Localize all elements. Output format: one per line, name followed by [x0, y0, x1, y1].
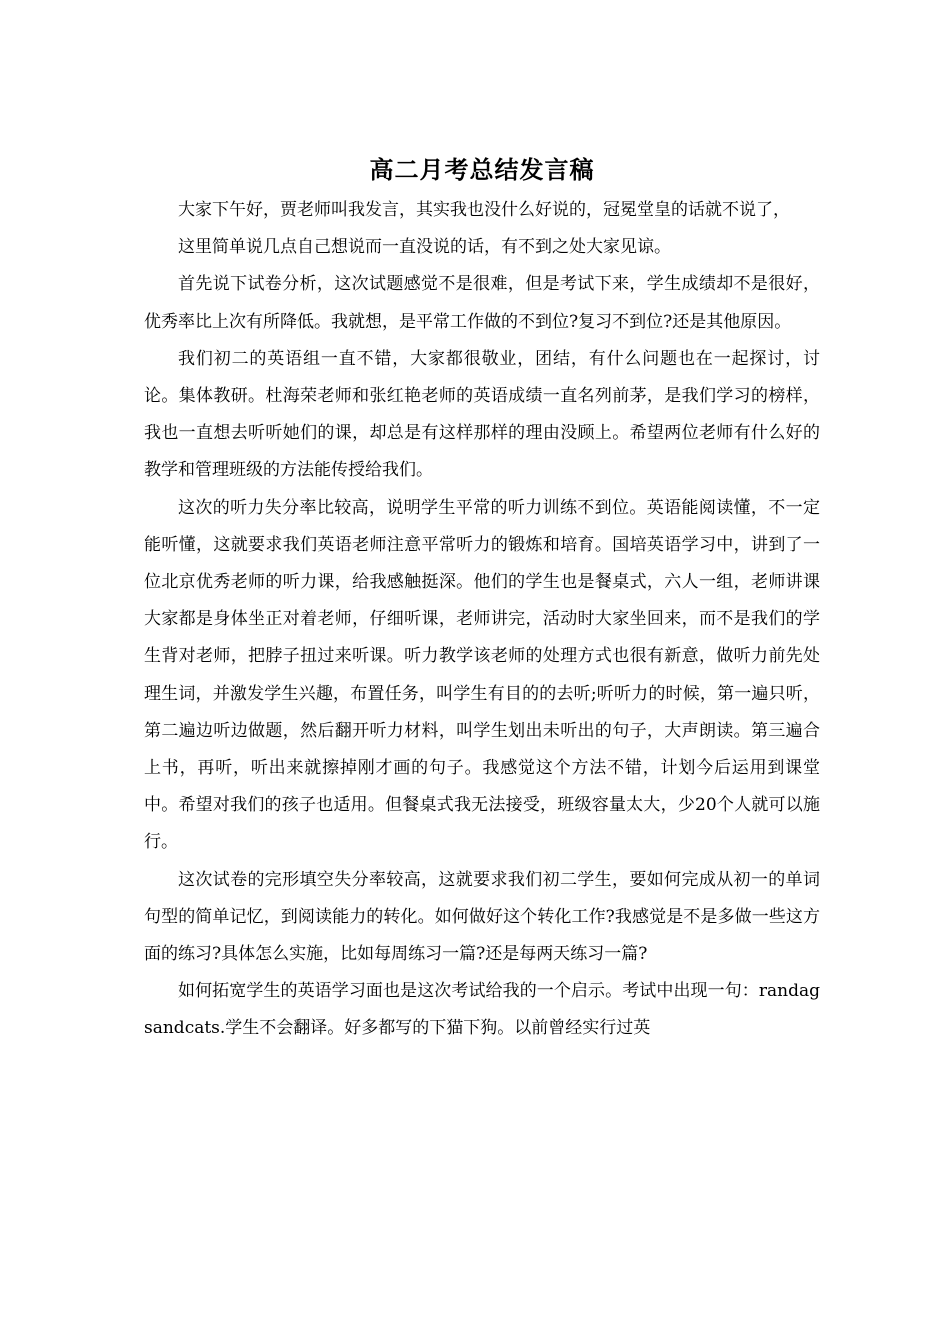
paragraph-cloze: 这次试卷的完形填空失分率较高，这就要求我们初二学生，要如何完成从初一的单词句型的简单记忆，到阅读能力的转化。如何做好这个转化工作?我感觉是不是多做一些这方面的练习?具体怎么实施，比如每周练习一篇?还是每两天练习一篇?	[144, 869, 820, 965]
paragraph-greeting: 大家下午好，贾老师叫我发言，其实我也没什么好说的，冠冕堂皇的话就不说了，	[178, 200, 790, 220]
paragraph-broaden-learning: 如何拓宽学生的英语学习面也是这次考试给我的一个启示。考试中出现一句：randagsandcats.学生不会翻译。好多都写的下猫下狗。以前曾经实行过英	[144, 981, 820, 1039]
paragraph-exam-analysis: 首先说下试卷分析，这次试题感觉不是很难，但是考试下来，学生成绩却不是很好，优秀率比上次有所降低。我就想，是平常工作做的不到位?复习不到位?还是其他原因。	[144, 274, 820, 332]
document-body	[144, 150, 820, 1048]
paragraph-english-team: 我们初二的英语组一直不错，大家都很敬业，团结，有什么问题也在一起探讨，讨论。集体教研。杜海荣老师和张红艳老师的英语成绩一直名列前茅，是我们学习的榜样，我也一直想去听听她们的课，却总是有这样那样的理由没顾上。希望两位老师有什么好的教学和管理班级的方法能传授给我们。	[144, 348, 820, 481]
paragraph-intro: 这里简单说几点自己想说而一直没说的话，有不到之处大家见谅。	[178, 237, 671, 258]
document-title: 高二月考总结发言稿	[369, 156, 595, 184]
paragraph-listening: 这次的听力失分率比较高，说明学生平常的听力训练不到位。英语能阅读懂，不一定能听懂，这就要求我们英语老师注意平常听力的锻炼和培育。国培英语学习中，讲到了一位北京优秀老师的听力课，给我感触挺深。他们的学生也是餐桌式，六人一组，老师讲课大家都是身体坐正对着老师，仔细听课，老师讲完，活动时大家坐回来，而不是我们的学生背对老师，把脖子扭过来听课。听力教学该老师的处理方式也很有新意，做听力前先处理生词，并激发学生兴趣，布置任务，叫学生有目的的去听;听听力的时候，第一遍只听，第二遍边听边做题，然后翻开听力材料，叫学生划出未听出的句子，大声朗读。第三遍合上书，再听，听出来就擦掉刚才画的句子。我感觉这个方法不错，计划今后运用到课堂中。希望对我们的孩子也适用。但餐桌式我无法接受，班级容量太大，少20个人就可以施行。	[144, 497, 820, 853]
